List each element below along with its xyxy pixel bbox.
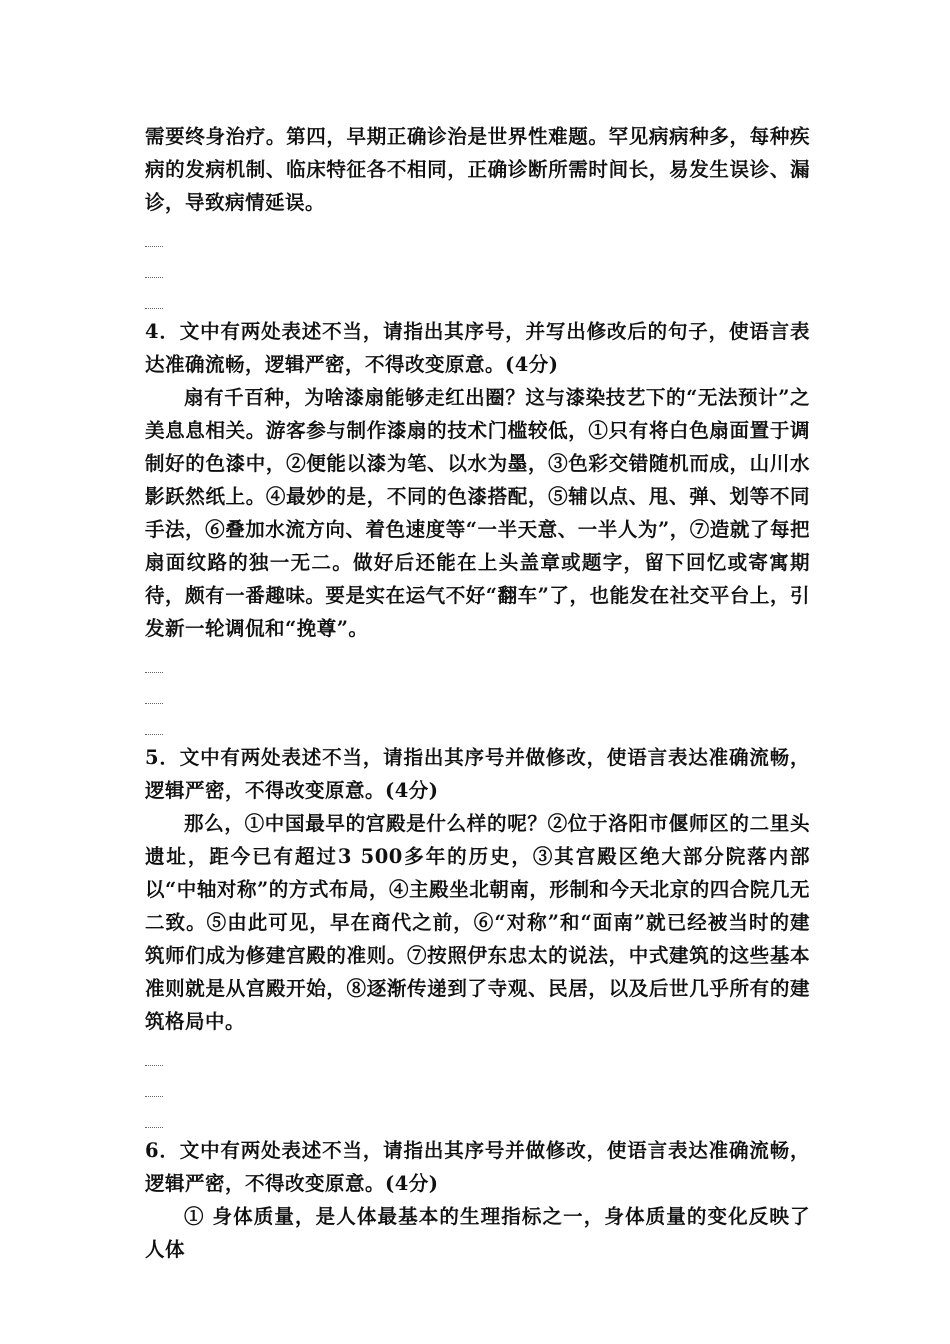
answer-line[interactable] (145, 1072, 810, 1103)
question-6 (145, 1134, 810, 1266)
question-5 (145, 741, 810, 1038)
question-4-passage: 扇有千百种，为啥漆扇能够走红出圈？这与漆染技艺下的“无法预计”之美息息相关。游客参与制作漆扇的技术门槛较低，①只有将白色扇面置于调制好的色漆中，②便能以漆为笔、以水为墨，③色彩交错随机而成，山川水影跃然纸上。④最妙的是，不同的色漆搭配，⑤辅以点、甩、弹、划等不同手法，⑥叠加水流方向、着色速度等“一半天意、一半人为”，⑦造就了每把扇面纹路的独一无二。做好后还能在上头盖章或题字，留下回忆或寄寓期待，颇有一番趣味。要是实在运气不好“翻车”了，也能发在社交平台上，引发新一轮调侃和“挽尊”。 (145, 386, 810, 640)
answer-lines-intro (145, 222, 810, 315)
question-6-prompt: 6．文中有两处表述不当，请指出其序号并做修改，使语言表达准确流畅，逻辑严密，不得改变原意。(4分) (145, 1139, 810, 1195)
answer-line[interactable] (145, 1103, 810, 1134)
intro-paragraph: 需要终身治疗。第四，早期正确诊治是世界性难题。罕见病病种多，每种疾病的发病机制、临床特征各不相同，正确诊断所需时间长，易发生误诊、漏诊，导致病情延误。 (145, 125, 810, 214)
answer-line[interactable] (145, 284, 810, 315)
question-4-prompt: 4．文中有两处表述不当，请指出其序号，并写出修改后的句子，使语言表达准确流畅，逻辑严密，不得改变原意。(4分) (145, 320, 810, 376)
answer-line[interactable] (145, 648, 810, 679)
answer-line[interactable] (145, 710, 810, 741)
answer-line[interactable] (145, 1041, 810, 1072)
answer-line[interactable] (145, 679, 810, 710)
question-5-passage: 那么，①中国最早的宫殿是什么样的呢？②位于洛阳市偃师区的二里头遗址，距今已有超过3 500多年的历史，③其宫殿区绝大部分院落内部以“中轴对称”的方式布局，④主殿坐北朝南，形制和今天北京的四合院几无二致。⑤由此可见，早在商代之前，⑥“对称”和“面南”就已经被当时的建筑师们成为修建宫殿的准则。⑦按照伊东忠太的说法，中式建筑的这些基本准则就是从宫殿开始，⑧逐渐传递到了寺观、民居，以及后世几乎所有的建筑格局中。 (145, 812, 810, 1033)
question-6-passage: ① 身体质量，是人体最基本的生理指标之一，身体质量的变化反映了人体 (145, 1205, 810, 1261)
document-page (145, 120, 810, 1266)
answer-lines-q4 (145, 648, 810, 741)
answer-lines-q5 (145, 1041, 810, 1134)
question-4 (145, 315, 810, 645)
answer-line[interactable] (145, 253, 810, 284)
answer-line[interactable] (145, 222, 810, 253)
question-5-prompt: 5．文中有两处表述不当，请指出其序号并做修改，使语言表达准确流畅，逻辑严密，不得改变原意。(4分) (145, 746, 810, 802)
